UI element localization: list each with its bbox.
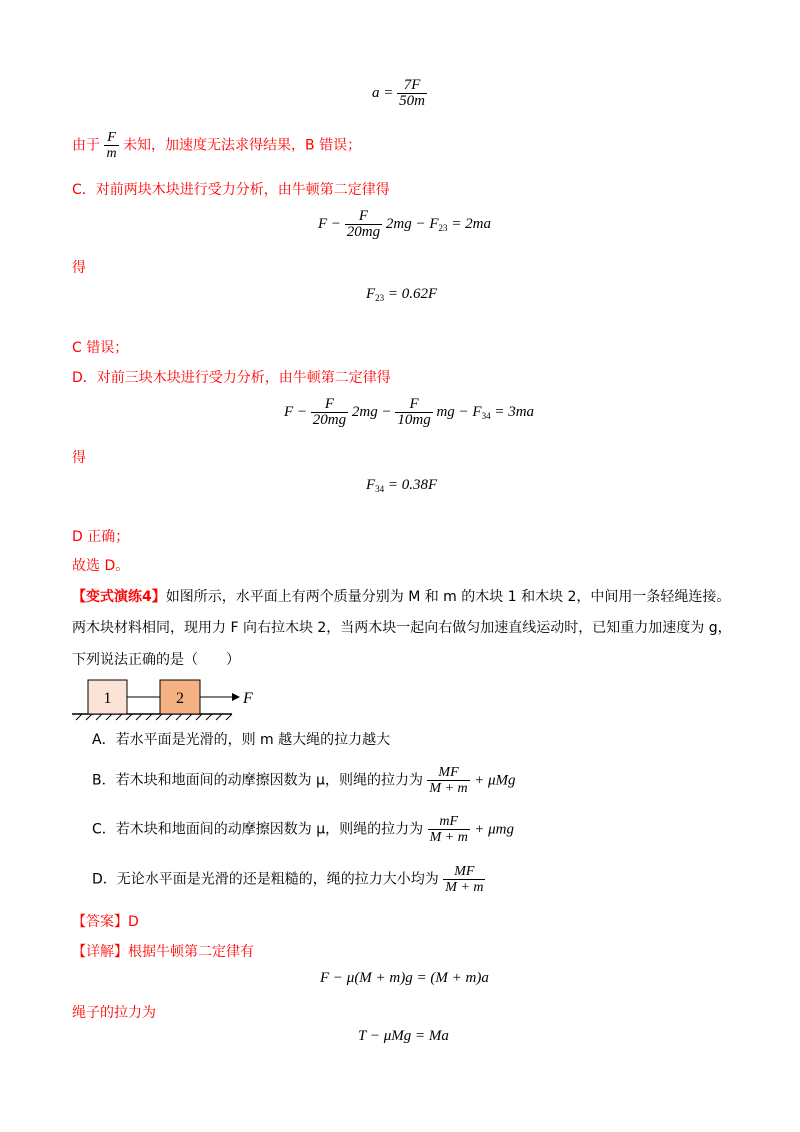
numerator: F	[395, 397, 432, 413]
subscript: 34	[375, 484, 385, 494]
fraction	[428, 814, 470, 845]
fraction	[395, 397, 432, 428]
eq-rhs: = 0.62F	[387, 286, 438, 302]
eq-part: mg − F	[436, 403, 482, 420]
denominator: m	[106, 146, 117, 161]
denominator: 20mg	[312, 412, 347, 428]
eq-part: 2mg − F	[385, 215, 439, 232]
fraction	[345, 209, 382, 240]
detail-text: 根据牛顿第二定律有	[128, 944, 254, 960]
equation-newton: F − μ(M + m)g = (M + m)a	[320, 970, 489, 986]
equation-c	[318, 209, 491, 240]
denominator: M + m	[445, 880, 484, 895]
eq-rhs: = 3ma	[494, 403, 535, 420]
line-b-wrong	[72, 130, 361, 161]
eq-lhs: F	[366, 477, 376, 493]
option-tail: + μMg	[474, 772, 516, 789]
denominator: M + m	[429, 781, 468, 796]
rope-tension-line: 绳子的拉力为	[72, 1005, 156, 1021]
fraction	[427, 765, 469, 796]
line-d-analysis: D．对前三块木块进行受力分析，由牛顿第二定律得	[72, 370, 391, 386]
subscript: 34	[481, 410, 491, 421]
block-2-label: 2	[176, 690, 184, 707]
problem-tag: 【变式演练4】	[72, 589, 166, 605]
eq-part: 2mg −	[351, 403, 392, 420]
equation-tension: T − μMg = Ma	[358, 1028, 449, 1044]
problem-text: 如图所示，水平面上有两个质量分别为 M 和 m 的木块 1 和木块 2，中间用一条轻绳连接。	[165, 589, 731, 605]
line-c-wrong: C 错误；	[72, 340, 129, 356]
block-1-label: 1	[103, 690, 112, 707]
option-c[interactable]	[92, 814, 514, 845]
equation-d-result	[366, 477, 437, 494]
equation-c-result	[366, 286, 437, 303]
problem-line-2: 两木块材料相同，现用力 F 向右拉木块 2，当两木块一起向右做匀加速直线运动时，已知重力加速度为 g，	[72, 620, 732, 636]
eq-rhs: = 2ma	[451, 215, 491, 232]
subscript: 23	[438, 222, 448, 233]
eq-lhs: F −	[318, 215, 342, 232]
fraction	[311, 397, 348, 428]
conclusion: 故选 D。	[72, 558, 130, 574]
option-a[interactable]	[92, 730, 390, 750]
force-label: F	[243, 690, 253, 707]
equation-d	[284, 397, 534, 428]
numerator: F	[104, 130, 118, 146]
numerator: MF	[443, 864, 485, 880]
subscript: 23	[375, 293, 385, 303]
text: 未知，加速度无法求得结果，B 错误；	[123, 137, 362, 154]
numerator: F	[311, 397, 348, 413]
fraction	[397, 78, 427, 109]
answer-line	[72, 912, 139, 932]
answer-label: 【答案】	[72, 914, 128, 930]
denominator: 20mg	[346, 224, 381, 240]
option-text: C．若木块和地面间的动摩擦因数为 μ，则绳的拉力为	[92, 821, 424, 838]
option-tail: + μmg	[474, 821, 515, 838]
option-text: B．若木块和地面间的动摩擦因数为 μ，则绳的拉力为	[92, 772, 423, 789]
denominator: 50m	[399, 93, 425, 109]
equation-acceleration	[372, 78, 427, 109]
fraction	[443, 864, 485, 895]
option-d[interactable]	[92, 864, 485, 895]
text: 由于	[72, 137, 100, 154]
de-1: 得	[72, 260, 86, 276]
ground-hatch	[76, 714, 232, 720]
denominator: 10mg	[397, 412, 431, 428]
option-b[interactable]	[92, 765, 516, 796]
line-d-right: D 正确；	[72, 529, 130, 545]
eq-lhs: F	[366, 286, 376, 302]
numerator: mF	[428, 814, 470, 830]
two-blocks-figure	[72, 676, 272, 722]
numerator: MF	[427, 765, 469, 781]
answer-value: D	[128, 914, 139, 930]
fraction	[104, 130, 118, 161]
eq-lhs: a =	[372, 84, 394, 101]
force-arrow-head	[232, 693, 240, 701]
eq-rhs: = 0.38F	[387, 477, 438, 493]
option-text: D．无论水平面是光滑的还是粗糙的，绳的拉力大小均为	[92, 871, 439, 888]
denominator: M + m	[429, 830, 468, 845]
line-c-analysis: C．对前两块木块进行受力分析，由牛顿第二定律得	[72, 182, 390, 198]
eq-lhs: F −	[284, 403, 308, 420]
option-text: A．若水平面是光滑的，则 m 越大绳的拉力越大	[92, 732, 391, 748]
numerator: 7F	[397, 78, 427, 94]
numerator: F	[345, 209, 382, 225]
de-2: 得	[72, 450, 86, 466]
detail-label: 【详解】	[72, 944, 128, 960]
problem-line-3: 下列说法正确的是（ ）	[72, 652, 240, 668]
problem-line-1	[72, 587, 730, 607]
detail-line	[72, 942, 254, 962]
